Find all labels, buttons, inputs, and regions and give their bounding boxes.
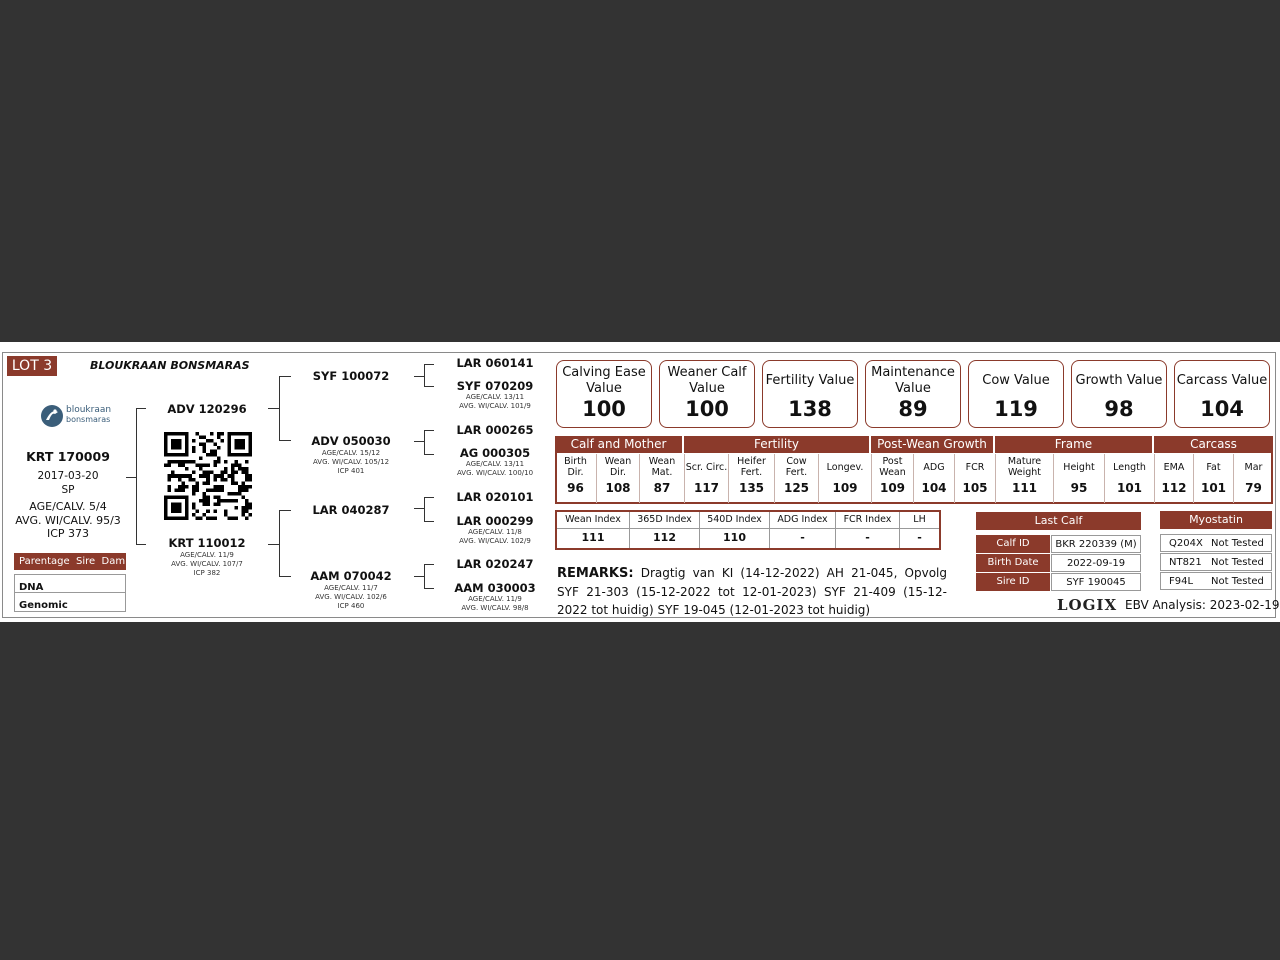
myostatin-status: Not Tested — [1211, 557, 1264, 568]
pedigree-dsd-id: LAR 000299 — [456, 514, 534, 528]
pedigree-dam-line: ICP 382 — [193, 569, 221, 577]
last-calf-value: BKR 220339 (M) — [1051, 535, 1141, 553]
myostatin-header: Myostatin — [1160, 511, 1272, 529]
ebv-value: 135 — [738, 481, 765, 495]
index-value: - — [917, 531, 922, 544]
pedigree-dam-line: AGE/CALV. 11/9 — [180, 551, 234, 559]
pedigree-ssd — [440, 379, 550, 411]
ped-line — [268, 408, 279, 409]
pedigree-dsd-line: AGE/CALV. 11/8 — [468, 528, 522, 536]
ebv-cell — [818, 454, 871, 503]
animal-age-calv: AGE/CALV. 5/4 — [29, 500, 107, 513]
pedigree-ssd-line: AGE/CALV. 13/11 — [465, 393, 525, 401]
ebv-label: Wean Mat. — [648, 456, 676, 478]
ebv-cell — [995, 454, 1053, 503]
last-calf-header: Last Calf — [976, 512, 1141, 530]
index-label: LH — [900, 512, 939, 529]
ebv-value: 109 — [832, 481, 858, 495]
last-calf-value: SYF 190045 — [1051, 573, 1141, 591]
ped-line — [424, 454, 434, 455]
ebv-value: 104 — [921, 481, 947, 495]
ebv-value: 105 — [962, 481, 988, 495]
pedigree-dsd-line: AVG. WI/CALV. 102/9 — [459, 537, 531, 545]
index-cell — [899, 512, 939, 548]
ebv-value: 101 — [1116, 481, 1143, 495]
ped-line — [279, 510, 280, 576]
animal-id: KRT 170009 — [26, 449, 110, 464]
animal-birth-date: 2017-03-20 — [37, 470, 99, 482]
ebv-label: Height — [1063, 461, 1095, 473]
ebv-cell — [555, 454, 596, 503]
myostatin-status: Not Tested — [1211, 538, 1264, 549]
pedigree-sire-dam-line: ICP 401 — [337, 467, 365, 475]
pedigree-dam — [148, 536, 266, 578]
ped-line — [424, 430, 434, 431]
animal-info — [8, 448, 128, 540]
pedigree-dds: LAR 020247 — [456, 557, 534, 571]
ped-line — [424, 430, 425, 454]
ped-line — [279, 576, 291, 577]
pedigree-ddd-id: AAM 030003 — [454, 581, 536, 595]
pedigree-sire-dam-line: AGE/CALV. 15/12 — [321, 449, 381, 457]
ped-line — [424, 497, 425, 521]
ebv-group-post-wean: Post-Wean Growth — [871, 436, 993, 453]
myostatin-row — [1160, 534, 1272, 552]
ebv-cell — [954, 454, 995, 503]
ebv-label: Length — [1113, 461, 1146, 473]
index-cell — [769, 512, 835, 548]
animal-code: SP — [61, 484, 75, 496]
ebv-label: Fat — [1206, 461, 1221, 473]
index-value: - — [800, 531, 805, 544]
farm-logo — [40, 402, 112, 430]
value-number: 89 — [898, 397, 928, 421]
remarks — [557, 564, 947, 619]
logo-line1: bloukraan — [66, 405, 112, 415]
pedigree-sire: ADV 120296 — [167, 402, 247, 416]
pedigree-sdd-line: AGE/CALV. 13/11 — [465, 460, 525, 468]
pedigree-dsd — [440, 514, 550, 546]
lot-badge: LOT 3 — [7, 356, 57, 376]
pedigree-sire-dam — [294, 434, 408, 476]
ebv-label: Cow Fert. — [785, 456, 808, 478]
pedigree-dam-dam-line: AVG. WI/CALV. 102/6 — [315, 593, 387, 601]
ebv-label: Wean Dir. — [604, 456, 632, 478]
last-calf-label: Calf ID — [976, 535, 1050, 553]
value-box-calving-ease — [556, 360, 652, 428]
pedigree-dss: LAR 020101 — [456, 490, 534, 504]
index-cell — [699, 512, 769, 548]
ebv-cell — [1193, 454, 1233, 503]
ped-line — [279, 376, 280, 440]
ped-line — [414, 508, 424, 509]
myostatin-row — [1160, 572, 1272, 590]
ebv-value: 101 — [1200, 481, 1227, 495]
value-box-maintenance — [865, 360, 961, 428]
ebv-label: ADG — [923, 461, 945, 473]
crane-logo-icon — [40, 402, 64, 430]
ebv-value: 79 — [1245, 481, 1262, 495]
ped-line — [424, 521, 434, 522]
value-number: 100 — [685, 397, 729, 421]
ebv-label: Mature Weight — [1007, 456, 1042, 478]
index-cell — [557, 512, 629, 548]
pedigree-ddd-line: AGE/CALV. 11/9 — [468, 595, 522, 603]
qr-code-icon — [164, 432, 252, 520]
pedigree-ddd-line: AVG. WI/CALV. 98/8 — [461, 604, 529, 612]
pedigree-dam-dam-line: AGE/CALV. 11/7 — [324, 584, 378, 592]
parentage-row-dna — [14, 574, 126, 593]
ebv-value: 87 — [653, 481, 671, 495]
ebv-label: Post Wean — [879, 456, 906, 478]
value-box-carcass — [1174, 360, 1270, 428]
ped-line — [414, 441, 424, 442]
ebv-label: Mar — [1244, 461, 1263, 473]
logix-logo: LOGIX — [1057, 596, 1118, 614]
ped-line — [136, 408, 146, 409]
value-label: Fertility Value — [765, 373, 855, 388]
last-calf-label: Sire ID — [976, 573, 1050, 591]
ebv-cell — [1233, 454, 1273, 503]
ped-line — [424, 564, 434, 565]
ped-line — [414, 376, 424, 377]
ebv-value: 125 — [783, 481, 810, 495]
ped-line — [424, 588, 434, 589]
pedigree-dam-line: AVG. WI/CALV. 107/7 — [171, 560, 243, 568]
ped-line — [126, 477, 136, 478]
ebv-group-frame: Frame — [995, 436, 1152, 453]
ped-line — [136, 544, 146, 545]
ped-line — [136, 408, 137, 544]
pedigree-dam-id: KRT 110012 — [168, 536, 246, 550]
ped-line — [268, 544, 279, 545]
ebv-group-carcass: Carcass — [1154, 436, 1273, 453]
ped-line — [424, 364, 425, 386]
ped-line — [424, 564, 425, 588]
ped-line — [279, 376, 291, 377]
value-number: 138 — [788, 397, 832, 421]
remarks-label: REMARKS: — [557, 566, 634, 581]
value-number: 98 — [1104, 397, 1134, 421]
parentage-header: Parentage Sire Dam — [14, 553, 126, 570]
animal-avg-wi-calv: AVG. WI/CALV. 95/3 — [15, 514, 121, 527]
pedigree-sss: LAR 060141 — [456, 356, 534, 370]
ped-line — [424, 386, 434, 387]
ebv-label: Birth Dir. — [564, 456, 587, 478]
ebv-cell — [871, 454, 913, 503]
myostatin-status: Not Tested — [1211, 576, 1264, 587]
ped-line — [279, 440, 291, 441]
value-box-cow — [968, 360, 1064, 428]
myostatin-marker: Q204X — [1169, 538, 1203, 549]
value-label: Weaner Calf Value — [667, 365, 747, 396]
remarks-text: Dragtig van KI (14-12-2022) AH 21-045, Opvolg SYF 21-303 (15-12-2022 tot 12-01-2023) SYF 21-409 (15-12-2022 tot huidig) SYF 19-045 (12-01-2023 tot huidig) — [557, 566, 947, 617]
ebv-analysis-date: EBV Analysis: 2023-02-19 — [1125, 598, 1280, 612]
index-label: FCR Index — [836, 512, 899, 529]
index-cell — [835, 512, 899, 548]
pedigree-dam-dam-line: ICP 460 — [337, 602, 365, 610]
value-label: Calving Ease Value — [562, 365, 646, 396]
pedigree-dam-dam — [294, 569, 408, 611]
pedigree-sire-dam-id: ADV 050030 — [311, 434, 391, 448]
ebv-label: FCR — [965, 461, 985, 473]
ebv-cell — [1104, 454, 1154, 503]
ebv-value: 109 — [879, 481, 906, 495]
lot-card — [0, 342, 1280, 622]
pedigree-sdd — [440, 446, 550, 478]
pedigree-sdd-id: AG 000305 — [459, 446, 531, 460]
parentage-row-genomic — [14, 593, 126, 612]
pedigree-ddd — [440, 581, 550, 613]
myostatin-marker: NT821 — [1169, 557, 1202, 568]
ped-line — [414, 576, 424, 577]
index-value: 110 — [723, 531, 746, 544]
pedigree-ssd-line: AVG. WI/CALV. 101/9 — [459, 402, 531, 410]
value-box-growth — [1071, 360, 1167, 428]
index-value: - — [865, 531, 870, 544]
ebv-value: 96 — [567, 481, 584, 495]
ebv-cell — [596, 454, 639, 503]
ebv-label: EMA — [1163, 461, 1185, 473]
index-label: ADG Index — [770, 512, 835, 529]
value-box-fertility — [762, 360, 858, 428]
index-label: Wean Index — [557, 512, 629, 529]
index-value: 111 — [581, 531, 605, 544]
index-label: 365D Index — [630, 512, 699, 529]
pedigree-sire-sire: SYF 100072 — [312, 369, 390, 383]
ped-line — [424, 364, 434, 365]
ped-line — [279, 510, 291, 511]
last-calf-value: 2022-09-19 — [1051, 554, 1141, 572]
value-box-weaner-calf — [659, 360, 755, 428]
value-label: Carcass Value — [1176, 373, 1268, 388]
value-label: Growth Value — [1075, 373, 1163, 388]
myostatin-row — [1160, 553, 1272, 571]
value-number: 119 — [994, 397, 1038, 421]
pedigree-sds: LAR 000265 — [456, 423, 534, 437]
ebv-value: 117 — [693, 481, 720, 495]
value-label: Cow Value — [982, 373, 1050, 388]
ebv-label: Heifer Fert. — [737, 456, 766, 478]
ebv-cell — [1154, 454, 1193, 503]
ebv-cell — [774, 454, 818, 503]
ebv-label: Scr. Circ. — [685, 461, 728, 473]
index-label: 540D Index — [700, 512, 769, 529]
last-calf-label: Birth Date — [976, 554, 1050, 572]
animal-icp: ICP 373 — [46, 527, 90, 540]
logo-line2: bonsmaras — [66, 415, 111, 424]
ebv-cell — [639, 454, 684, 503]
ebv-value: 111 — [1011, 481, 1038, 495]
parentage-dna-label: DNA — [19, 582, 44, 593]
ebv-value: 95 — [1070, 481, 1088, 495]
ebv-label: Longev. — [826, 461, 864, 473]
pedigree-ssd-id: SYF 070209 — [456, 379, 534, 393]
index-value: 112 — [653, 531, 676, 544]
parentage-genomic-label: Genomic — [19, 600, 68, 611]
index-cell — [629, 512, 699, 548]
pedigree-dam-sire: LAR 040287 — [312, 503, 390, 517]
pedigree-dam-dam-id: AAM 070042 — [310, 569, 392, 583]
ebv-group-calf-mother: Calf and Mother — [555, 436, 682, 453]
ebv-value: 112 — [1161, 481, 1187, 495]
pedigree-sdd-line: AVG. WI/CALV. 100/10 — [456, 469, 534, 477]
ebv-group-fertility: Fertility — [684, 436, 869, 453]
ped-line — [424, 497, 434, 498]
value-label: Maintenance Value — [871, 365, 955, 396]
value-number: 104 — [1200, 397, 1244, 421]
value-number: 100 — [582, 397, 626, 421]
pedigree-sire-dam-line: AVG. WI/CALV. 105/12 — [312, 458, 390, 466]
ebv-cell — [1053, 454, 1104, 503]
farm-name: BLOUKRAAN BONSMARAS — [90, 359, 250, 372]
ebv-cell — [913, 454, 954, 503]
ebv-cell — [728, 454, 774, 503]
ebv-cell — [684, 454, 728, 503]
ebv-value: 108 — [605, 481, 631, 495]
index-table — [555, 510, 941, 550]
myostatin-marker: F94L — [1169, 576, 1194, 587]
